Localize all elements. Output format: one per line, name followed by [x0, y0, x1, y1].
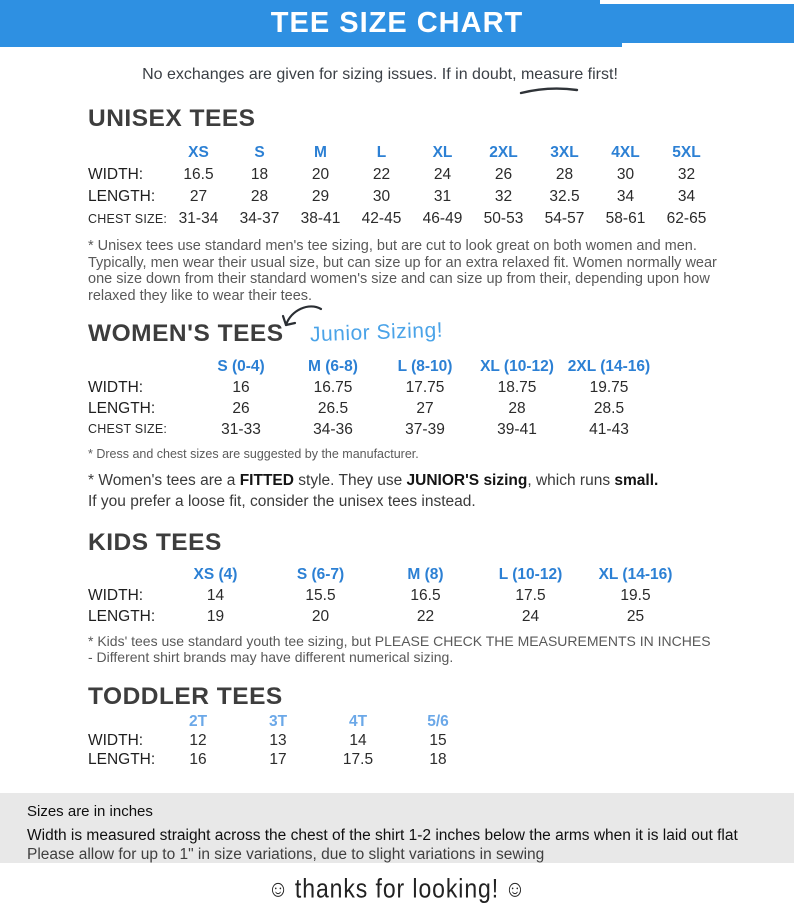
size-value-cell: 30	[372, 188, 391, 205]
size-value-cell: 22	[372, 166, 391, 183]
note-segment: * Women's tees are a	[88, 472, 240, 489]
size-column-header: 4T	[348, 713, 368, 730]
measurement-info-footer	[0, 793, 794, 863]
note-line: Typically, men wear their usual size, but can size up for an extra relaxed fit. Women normally wear	[88, 254, 717, 271]
size-value-cell: 17.75	[405, 379, 445, 396]
size-value-cell: 28.5	[593, 400, 625, 417]
smiley-icon: ☺	[504, 875, 527, 902]
size-column-header: M (6-8)	[308, 358, 358, 375]
size-column-header: XS	[188, 144, 209, 161]
smiley-icon: ☺	[267, 875, 290, 902]
size-value-cell: 16	[189, 751, 207, 768]
size-column-header: XL (14-16)	[598, 566, 673, 583]
kids-note	[88, 634, 768, 665]
size-column-header: 3XL	[550, 144, 579, 161]
size-column-header: XL	[432, 144, 453, 161]
table-row	[88, 419, 655, 440]
size-value-cell: 17.5	[342, 751, 374, 768]
note-line: one size down from their standard women's size and can size up from their, depending upon how	[88, 271, 710, 287]
size-value-cell: 31-34	[178, 210, 219, 227]
size-value-cell: 14	[206, 587, 225, 604]
note-line: relaxed they like to wear their tees.	[88, 287, 313, 304]
note-line: - Different shirt brands may have different numerical sizing.	[88, 648, 454, 665]
size-column-header: L (8-10)	[397, 358, 453, 375]
toddler-tees-heading: TODDLER TEES	[88, 683, 283, 710]
size-column-header: XS (4)	[193, 566, 238, 583]
corner-cell	[88, 142, 168, 164]
size-value-cell: 50-53	[483, 210, 524, 227]
notice-underlined-word: measure	[521, 64, 583, 86]
size-column-header: S (0-4)	[217, 358, 265, 375]
junior-sizing-annotation: Junior Sizing!	[309, 318, 444, 347]
row-label: WIDTH:	[88, 379, 144, 396]
size-value-cell: 30	[616, 166, 635, 183]
title-bar	[0, 0, 794, 47]
size-value-cell: 39-41	[497, 421, 537, 438]
size-column-header: S	[254, 144, 265, 161]
row-label: LENGTH:	[88, 400, 156, 417]
size-value-cell: 26	[232, 400, 250, 417]
underline-swoosh-icon	[518, 85, 580, 96]
thanks-message	[32, 873, 762, 906]
size-value-cell: 17	[269, 751, 287, 768]
corner-cell	[88, 356, 195, 377]
table-row	[88, 606, 688, 627]
size-column-header: 2XL	[489, 144, 518, 161]
size-value-cell: 24	[433, 166, 452, 183]
size-value-cell: 15	[429, 732, 447, 749]
note-segment: small.	[614, 472, 659, 489]
size-column-header: L (10-12)	[498, 566, 563, 583]
table-row	[88, 377, 655, 398]
size-value-cell: 28	[508, 400, 526, 417]
note-segment: FITTED	[239, 472, 294, 489]
size-value-cell: 41-43	[589, 421, 629, 438]
size-value-cell: 27	[189, 188, 208, 205]
row-label: WIDTH:	[88, 166, 144, 183]
corner-cell	[88, 712, 158, 731]
corner-cell	[88, 564, 163, 585]
size-value-cell: 18	[429, 751, 447, 768]
row-label: CHEST SIZE:	[88, 212, 168, 226]
size-value-cell: 16	[232, 379, 250, 396]
size-value-cell: 19	[206, 608, 225, 625]
row-label: CHEST SIZE:	[88, 422, 168, 436]
size-column-header: S (6-7)	[296, 566, 345, 583]
table-row	[88, 164, 717, 186]
size-value-cell: 34	[616, 188, 635, 205]
white-artifact-top	[600, 0, 794, 4]
row-label: LENGTH:	[88, 608, 156, 625]
notice-text-post: first!	[583, 66, 618, 83]
size-value-cell: 14	[349, 732, 367, 749]
size-value-cell: 34-37	[239, 210, 280, 227]
size-value-cell: 32	[494, 188, 513, 205]
size-value-cell: 18.75	[497, 379, 537, 396]
size-value-cell: 29	[311, 188, 330, 205]
size-value-cell: 54-57	[544, 210, 585, 227]
size-value-cell: 42-45	[361, 210, 402, 227]
size-value-cell: 19.75	[589, 379, 629, 396]
size-value-cell: 37-39	[405, 421, 445, 438]
size-column-header: XL (10-12)	[480, 358, 554, 375]
table-row	[88, 731, 478, 750]
unisex-tees-heading: UNISEX TEES	[88, 105, 256, 132]
size-value-cell: 46-49	[422, 210, 463, 227]
size-value-cell: 20	[311, 608, 330, 625]
size-column-header: L	[376, 144, 387, 161]
note-line: Sizes are in inches	[27, 803, 153, 820]
row-label: LENGTH:	[88, 188, 156, 205]
note-segment: style. They use	[293, 472, 407, 489]
row-label: WIDTH:	[88, 732, 144, 749]
size-value-cell: 31	[433, 188, 452, 205]
size-value-cell: 15.5	[305, 587, 336, 604]
table-row	[88, 208, 717, 230]
note-line: * Unisex tees use standard men's tee sizing, but are cut to look great on both women and men.	[88, 238, 697, 254]
size-value-cell: 62-65	[666, 210, 707, 227]
note-line: * Kids' tees use standard youth tee sizing, but PLEASE CHECK THE MEASUREMENTS IN INCHES	[88, 633, 711, 649]
size-value-cell: 13	[269, 732, 287, 749]
exchange-notice	[0, 64, 760, 86]
size-value-cell: 16.5	[183, 166, 214, 183]
size-value-cell: 28	[250, 188, 269, 205]
table-row	[88, 398, 655, 419]
table-row	[88, 585, 688, 606]
womens-tees-heading: WOMEN'S TEES	[88, 320, 284, 347]
size-column-header: 5/6	[427, 713, 449, 730]
note-segment: , which runs	[527, 472, 615, 489]
note-line: Width is measured straight across the chest of the shirt 1-2 inches below the arms when it is laid out flat	[27, 827, 738, 844]
size-value-cell: 38-41	[300, 210, 341, 227]
size-value-cell: 27	[416, 400, 434, 417]
size-value-cell: 18	[250, 166, 269, 183]
size-value-cell: 58-61	[605, 210, 646, 227]
size-value-cell: 26	[494, 166, 513, 183]
section-womens-tees	[88, 320, 768, 512]
section-toddler-tees	[88, 684, 768, 769]
size-column-header: 2T	[188, 713, 208, 730]
size-column-header: 3T	[268, 713, 288, 730]
size-column-header: 5XL	[672, 144, 701, 161]
toddler-size-table	[88, 712, 478, 769]
row-label: LENGTH:	[88, 751, 156, 768]
size-column-header: M	[314, 144, 327, 161]
size-column-header: 2XL (14-16)	[567, 358, 651, 375]
womens-note-fitted	[88, 470, 768, 512]
row-label: WIDTH:	[88, 587, 144, 604]
size-value-cell: 28	[555, 166, 574, 183]
size-value-cell: 20	[311, 166, 330, 183]
table-row	[88, 186, 717, 208]
size-value-cell: 16.5	[410, 587, 441, 604]
size-value-cell: 17.5	[515, 587, 546, 604]
note-line: Please allow for up to 1" in size variations, due to slight variations in sewing	[27, 846, 545, 863]
unisex-note	[88, 238, 768, 304]
size-value-cell: 24	[521, 608, 540, 625]
kids-size-table	[88, 564, 688, 627]
table-row	[88, 750, 478, 769]
note-segment: JUNIOR'S sizing	[406, 472, 528, 489]
size-value-cell: 34-36	[313, 421, 353, 438]
size-value-cell: 19.5	[620, 587, 651, 604]
kids-tees-heading: KIDS TEES	[88, 529, 222, 556]
section-kids-tees	[88, 530, 768, 665]
size-value-cell: 32.5	[549, 188, 580, 205]
thanks-text: thanks for looking!	[294, 874, 500, 904]
note-segment: If you prefer a loose fit, consider the unisex tees instead.	[88, 493, 476, 510]
notice-text-pre: No exchanges are given for sizing issues. If in doubt,	[142, 66, 521, 83]
size-value-cell: 31-33	[221, 421, 261, 438]
page-title: TEE SIZE CHART	[270, 7, 524, 39]
size-value-cell: 26.5	[317, 400, 349, 417]
size-value-cell: 12	[189, 732, 207, 749]
size-column-header: 4XL	[611, 144, 640, 161]
section-unisex-tees	[88, 106, 768, 304]
size-value-cell: 22	[416, 608, 435, 625]
womens-note-small: * Dress and chest sizes are suggested by the manufacturer.	[88, 447, 419, 461]
size-column-header: M (8)	[407, 566, 444, 583]
size-value-cell: 32	[677, 166, 696, 183]
unisex-size-table	[88, 142, 717, 230]
womens-size-table	[88, 356, 655, 440]
size-value-cell: 16.75	[313, 379, 353, 396]
size-value-cell: 34	[677, 188, 696, 205]
size-value-cell: 25	[626, 608, 645, 625]
